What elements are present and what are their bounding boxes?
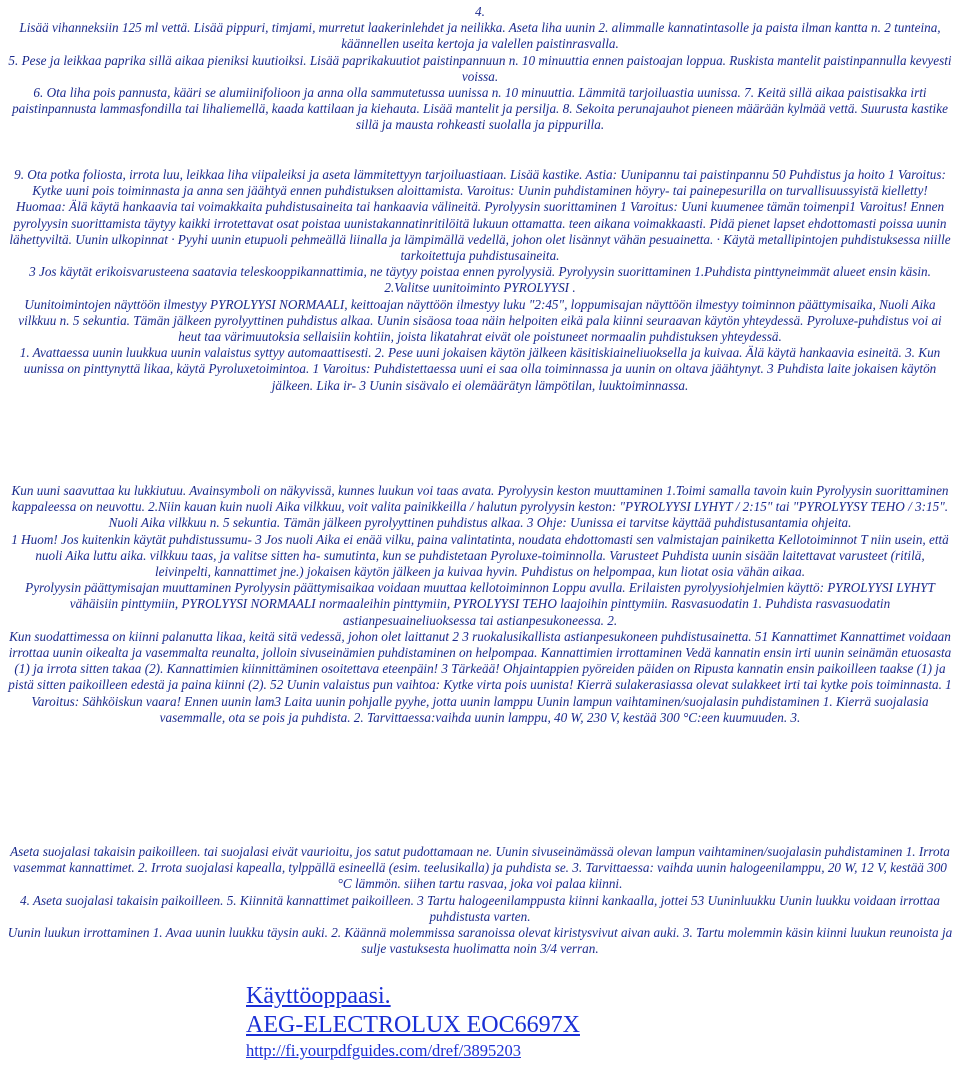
section-pyrolysis [0, 483, 960, 726]
paragraph: 1. Avattaessa uunin luukkua uunin valaistus syttyy automaattisesti. 2. Pese uuni jokaisen käytön jälkeen käsitiskiaineliuoksella ja kuivaa. Älä käytä hankaavia esineitä. 3. Kun uunissa on pinttynyttä likaa, käytä Pyroluxetoimintoa. 1 Varoitus: Puhdistettaessa uuni ei saa olla toiminnassa ja uunin on oltava jäähtynyt. 3 Puhdista laite jokaisen käytön jälkeen. Lika ir- 3 Uunin sisävalo ei olemäärätyn lämpötilan, luuktoiminnassa. [19, 345, 941, 393]
paragraph: 3 Jos käytät erikoisvarusteena saatavia teleskooppikannattimia, ne täytyy poistaa ennen pyrolyysiä. Pyrolyysin suorittaminen 1.Puhdista pinttyneimmät alueet ensin käsin. 2.Valitse uunitoiminto PYROLYYSI . [29, 264, 931, 296]
paragraph: Kun uuni saavuttaa ku lukkiutuu. Avainsymboli on näkyvissä, kunnes luukun voi taas avata. Pyrolyysin keston muuttaminen 1.Toimi samalla tavoin kuin Pyrolyysin suorittaminen kappaleessa on neuvottu. 2.Niin kauan kuin nuoli Aika vilkkuu, voit valita painikkeilla / halutun pyrolyysin keston: "PYROLYYSI LYHYT / 2:15" tai "PYROLYYSY TEHO / 3:15". Nuoli Aika vilkkuu n. 5 sekuntia. Tämän jälkeen pyrolyyttinen puhdistus alkaa. 3 Ohje: Uunissa ei tarvitse käyttää puhdistusantamia ohjeita. [11, 483, 949, 531]
page-number: 4. [475, 4, 485, 19]
url-link[interactable]: http://fi.yourpdfguides.com/dref/3895203 [246, 1041, 521, 1060]
paragraph: 1 Huom! Jos kuitenkin käytät puhdistussumu- 3 Jos nuoli Aika ei enää vilku, paina valintatinta, noudata ehdottomasti sen valmistajan painiketta Kellotoiminnot T niin usein, että nuoli Aika luttu aika. vilkkuu taas, ja valitse sitten ha- sumutinta, kun se puhdistetaan Pyroluxe-toiminnolla. Varusteet Puhdista uunin sisään laitettavat varusteet (ritilä, leivinpelti, kannattimet jne.) jokaisen käytön jälkeen ja kuivaa hyvin. Puhdistus on helpompaa, kun liotat osia vähän aikaa. [11, 531, 949, 580]
paragraph: 4. Aseta suojalasi takaisin paikoilleen. 5. Kiinnitä kannattimet paikoilleen. 3 Tartu halogeenilamppusta kiinni kankaalla, jottei 53 Uuninluukku Uunin luukku voidaan irrottaa puhdistusta varten. [20, 892, 940, 924]
paragraph: Lisää vihanneksiin 125 ml vettä. Lisää pippuri, timjami, murretut laakerinlehdet ja neilikka. Aseta liha uunin 2. alimmalle kannatintasolle ja paista ilman kantta n. 2 tunteina, käännellen useita kertoja ja valellen paistinrasvalla. [19, 20, 941, 52]
footer-links [246, 982, 580, 1062]
paragraph: Kun suodattimessa on kiinni palanutta likaa, keitä sitä vedessä, johon olet laittanut 2 3 ruokalusikallista astianpesukoneen puhdistusainetta. 51 Kannattimet Kannattimet voidaan irrottaa uunin oikealta ja vasemmalta reunalta, jolloin sivuseinämien puhdistaminen on helpompaa. Kannattimien irrottaminen Vedä kannatin ensin irti uunin seinämän etuosasta (1) ja irrota sitten takaa (2). Kannattimien kiinnittäminen osoitettava eteenpäin! 3 Tärkeää! Ohjaintappien pyöreiden päiden on Ripusta kannatin ensin paikoilleen taakse (1) ja pistä sitten paikoilleen edestä ja paina kiinni (2). 52 Uunin valaistus pun vaihtoa: Kytke virta pois uunista! Kierrä sulakerasiassa olevat sulakkeet irti tai kytke pois toiminnasta. 1 Varoitus: Sähköiskun vaara! Ennen uunin lam3 Laita uunin pohjalle pyyhe, jotta uunin lamppu Uunin lampun vaihtaminen/suojalasin puhdistaminen 1. Kierrä suojalasia vasemmalle, ota se pois ja puhdista. 2. Tarvittaessa:vaihda uunin lamppu, 40 W, 230 V, kestää 300 °C:een kuumuuden. 3. [8, 628, 952, 725]
section-cleaning [0, 167, 960, 394]
paragraph: 5. Pese ja leikkaa paprika sillä aikaa pieniksi kuutioiksi. Lisää paprikakuutiot paistinpannuun n. 10 minuuttia ennen paistoajan loppua. Ruskista mantelit paistinpannulla kevyesti voissa. [8, 52, 952, 84]
paragraph: Pyrolyysin päättymisajan muuttaminen Pyrolyysin päättymisaikaa voidaan muuttaa kellotoiminnon Loppu avulla. Erilaisten pyrolyysiohjelmien käyttö: PYROLYYSI LYHYT vähäisiin pinttymiin, PYROLYYSI NORMAALI normaaleihin pinttymiin, PYROLYYSI TEHO laajoihin pinttymiin. Rasvasuodatin 1. Puhdista rasvasuodatin astianpesuaineliuoksessa tai astianpesukoneessa. 2. [25, 580, 935, 628]
paragraph: Uunin luukun irrottaminen 1. Avaa uunin luukku täysin auki. 2. Käännä molemmissa saranoissa olevat kiristysvivut aivan auki. 3. Tartu molemmin käsin kiinni luukun reunoista ja sulje vastuksesta huolimatta noin 3/4 verran. [7, 925, 953, 957]
guide-link[interactable]: Käyttöoppaasi. [246, 983, 391, 1009]
paragraph: 9. Ota potka foliosta, irrota luu, leikkaa liha viipaleiksi ja aseta lämmitettyyn tarjoiluastiaan. Lisää kastike. Astia: Uunipannu tai paistinpannu 50 Puhdistus ja hoito 1 Varoitus: Kytke uuni pois toiminnasta ja anna sen jäähtyä ennen puhdistuksen aloittamista. Varoitus: Uunin puhdistaminen höyry- tai painepesurilla on turvallisuussyistä kielletty! Huomaa: Älä käytä hankaavia tai voimakkaita puhdistusaineita tai hankaavia välineitä. Pyrolyysin suorittaminen 1 Varoitus: Uuni kuumenee tämän toimenpi1 Varoitus! Ennen pyrolyysin suorittamista täytyy kaikki irrotettavat osat poistaa uunistakannatinritilöitä lukuun ottamatta. teen aikana voimakkaasti. Pidä pienet lapset ehdottomasti poissa uunin lähettyviltä. Uunin ulkopinnat · Pyyhi uunin etupuoli pehmeällä liinalla ja lämpimällä vedellä, johon olet lisännyt vähän pesuainetta. · Käytä metallipintojen puhdistuksessa niille tarkoitettuja puhdistusaineita. [9, 167, 951, 264]
paragraph: Aseta suojalasi takaisin paikoilleen. tai suojalasi eivät vaurioitu, jos satut pudottamaan ne. Uunin sivuseinämässä olevan lampun vaihtaminen/suojalasin puhdistaminen 1. Irrota vasemmat kannattimet. 2. Irrota suojalasi kapealla, tylppällä esineellä (esim. teelusikalla) ja puhdista se. 3. Tarvittaessa: vaihda uunin halogeenilamppu, 20 W, 12 V, kestää 300 °C lämmön. siihen tartu rasvaa, joka voi palaa kiinni. [10, 844, 950, 892]
paragraph: Uunitoimintojen näyttöön ilmestyy PYROLYYSI NORMAALI, keittoajan näyttöön ilmestyy luku "2:45", loppumisajan näyttöön ilmestyy toiminnon päättymisaika, Nuoli Aika vilkkuu n. 5 sekuntia. Tämän jälkeen pyrolyyttinen puhdistus alkaa. Uunin sisäosa toaa näin helpoiten eikä pala kiinni seuraavan käytön yhteydessä. Pyroluxe-puhdistus voi ai heut taa värimuutoksia sellaisiin kohtiin, joista likatahrat eivät ole poistuneet normaalin puhdistuksen yhteydessä. [18, 296, 942, 345]
model-link[interactable]: AEG-ELECTROLUX EOC6697X [246, 1012, 580, 1038]
section-lamp [0, 844, 960, 957]
paragraph: 6. Ota liha pois pannusta, kääri se alumiinifolioon ja anna olla sammutetussa uunissa n. 10 minuuttia. Lämmitä tarjoiluastia uunissa. 7. Keitä sillä aikaa paistisakka irti paistinpannusta lammasfondilla tai lihaliemellä, kaada kattilaan ja kiehauta. Lisää mantelit ja persilja. 8. Sekoita perunajauhot pieneen määrään kylmää vettä. Suurusta kastike sillä ja mausta rohkeasti suolalla ja pippurilla. [12, 85, 948, 133]
section-recipe [0, 4, 960, 134]
